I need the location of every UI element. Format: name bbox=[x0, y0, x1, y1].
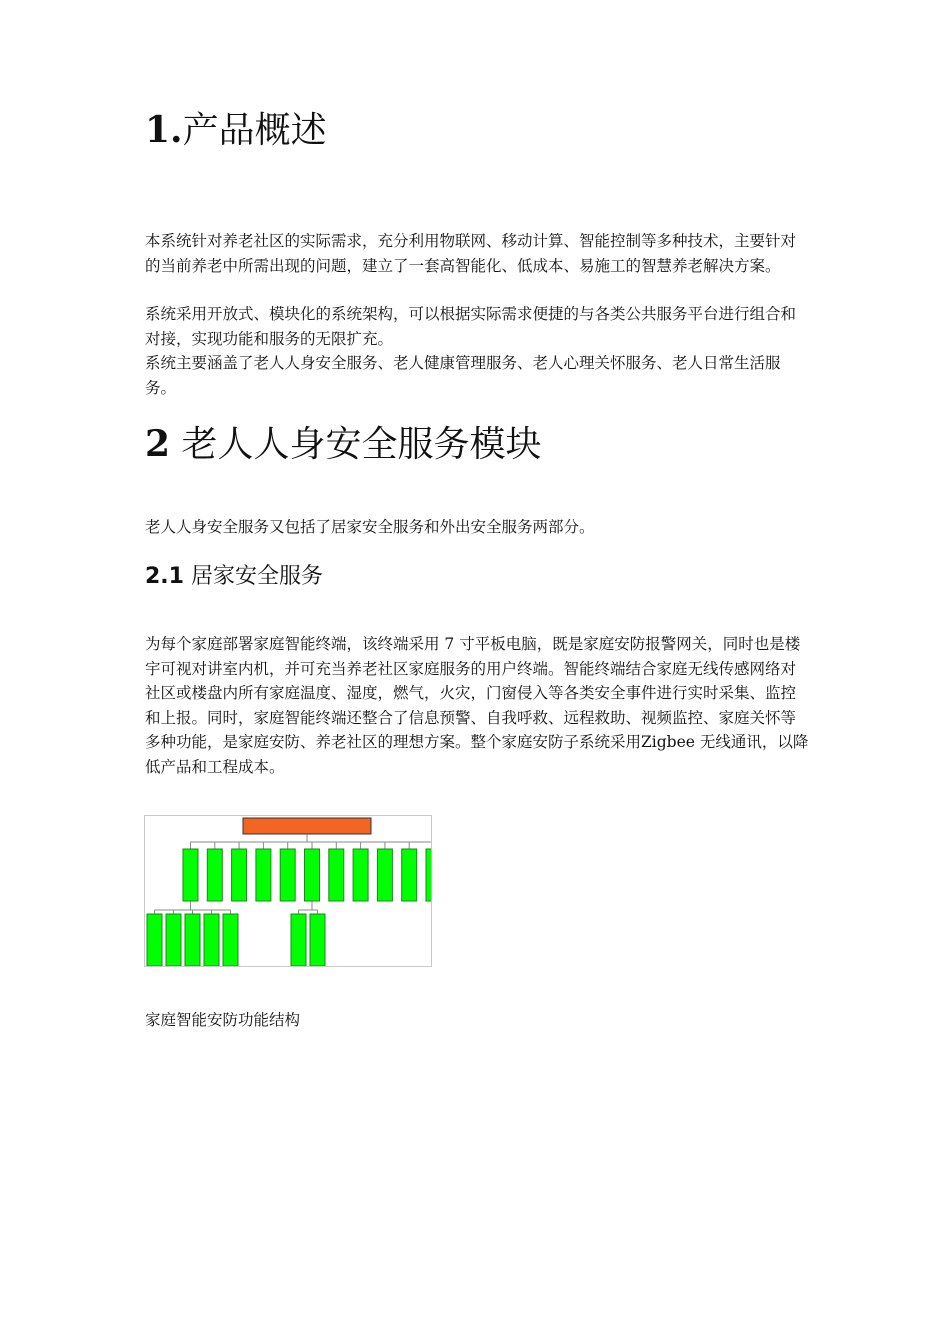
level1-node bbox=[353, 849, 368, 901]
section-1-paragraph-1: 本系统针对养老社区的实际需求，充分利用物联网、移动计算、智能控制等多种技术，主要针对的当前养老中所需出现的问题，建立了一套高智能化、低成本、易施工的智慧养老解决方案。 bbox=[145, 232, 797, 275]
section-1-number: 1. bbox=[145, 109, 183, 151]
level1-node bbox=[232, 849, 247, 901]
section-1-title: 产品概述 bbox=[182, 110, 327, 151]
level2-node bbox=[185, 914, 200, 966]
level2-node bbox=[310, 914, 325, 966]
level1-node bbox=[256, 849, 271, 901]
section-2-intro: 老人人身安全服务又包括了居家安全服务和外出安全服务两部分。 bbox=[145, 518, 595, 536]
level1-node bbox=[305, 849, 320, 901]
level1-node bbox=[426, 849, 431, 901]
level1-node bbox=[329, 849, 344, 901]
level1-node bbox=[402, 849, 417, 901]
level1-node bbox=[183, 849, 198, 901]
section-1-paragraph-3: 系统主要涵盖了老人人身安全服务、老人健康管理服务、老人心理关怀服务、老人日常生活服务。 bbox=[145, 354, 781, 397]
section-2-1-heading bbox=[145, 566, 323, 588]
security-structure-diagram bbox=[144, 815, 432, 967]
root-node bbox=[243, 818, 371, 834]
section-2-1-number: 2.1 bbox=[145, 564, 184, 589]
section-1-paragraph-2: 系统采用开放式、模块化的系统架构，可以根据实际需求便捷的与各类公共服务平台进行组合和对接，实现功能和服务的无限扩充。 bbox=[145, 305, 797, 348]
section-2-number: 2 bbox=[145, 423, 171, 465]
level2-node bbox=[204, 914, 219, 966]
section-2-title: 老人人身安全服务模块 bbox=[181, 424, 542, 465]
section-2-heading bbox=[145, 423, 542, 465]
diagram-svg bbox=[145, 816, 431, 966]
level1-node bbox=[207, 849, 222, 901]
level1-node bbox=[280, 849, 295, 901]
level2-node bbox=[291, 914, 306, 966]
section-2-1-title: 居家安全服务 bbox=[190, 564, 323, 589]
section-2-1-body: 为每个家庭部署家庭智能终端，该终端采用 7 寸平板电脑，既是家庭安防报警网关，同时也是楼宇可视对讲室内机，并可充当养老社区家庭服务的用户终端。智能终端结合家庭无线传感网络对社区或楼盘内所有家庭温度、湿度，燃气，火灾，门窗侵入等各类安全事件进行实时采集、监控和上报。同时，家庭智能终端还整合了信息预警、自我呼救、远程救助、视频监控、家庭关怀等多种功能，是家庭安防、养老社区的理想方案。整个家庭安防子系统采用Zigbee 无线通讯，以降低产品和工程成本。 bbox=[145, 635, 809, 776]
section-1-heading bbox=[145, 109, 327, 151]
figure-caption: 家庭智能安防功能结构 bbox=[145, 1011, 301, 1029]
level2-node bbox=[166, 914, 181, 966]
level2-node bbox=[147, 914, 162, 966]
level2-node bbox=[223, 914, 238, 966]
level1-node bbox=[377, 849, 392, 901]
